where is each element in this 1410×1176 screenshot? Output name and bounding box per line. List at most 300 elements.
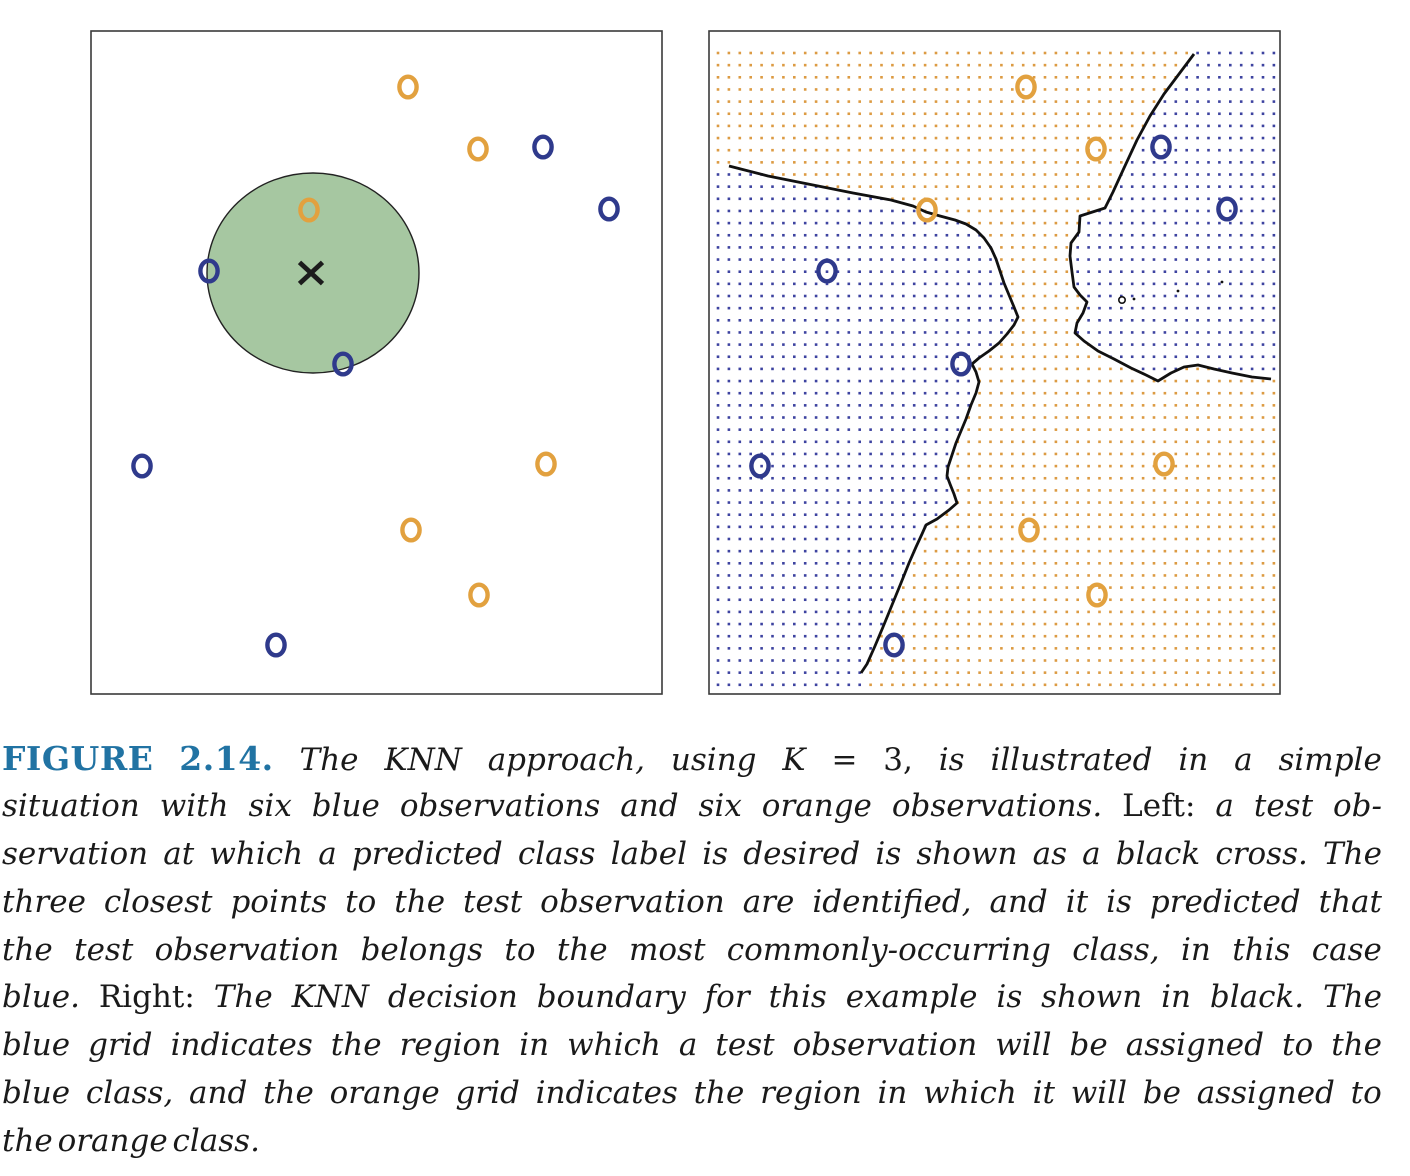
grid-dot-blue <box>760 343 763 346</box>
grid-dot-orange <box>1131 489 1134 492</box>
grid-dot-blue <box>804 185 807 188</box>
grid-dot-orange <box>1142 526 1145 529</box>
grid-dot-blue <box>1000 331 1003 334</box>
grid-dot-blue <box>1098 283 1101 286</box>
grid-dot-blue <box>804 598 807 601</box>
grid-dot-blue <box>837 416 840 419</box>
grid-dot-blue <box>1142 210 1145 213</box>
grid-dot-orange <box>946 671 949 674</box>
grid-dot-orange <box>1109 623 1112 626</box>
grid-dot-blue <box>1240 149 1243 152</box>
grid-dot-orange <box>1251 428 1254 431</box>
grid-dot-blue <box>826 501 829 504</box>
grid-dot-orange <box>891 185 894 188</box>
grid-dot-orange <box>793 161 796 164</box>
grid-dot-blue <box>891 574 894 577</box>
grid-dot-blue <box>891 222 894 225</box>
grid-dot-blue <box>1240 210 1243 213</box>
grid-dot-orange <box>1044 222 1047 225</box>
grid-dot-blue <box>1185 222 1188 225</box>
grid-dot-blue <box>957 416 960 419</box>
caption-word: label <box>610 835 688 872</box>
grid-dot-blue <box>1262 283 1265 286</box>
grid-dot-blue <box>739 513 742 516</box>
grid-dot-blue <box>1229 100 1232 103</box>
grid-dot-blue <box>815 598 818 601</box>
grid-dot-orange <box>1044 404 1047 407</box>
grid-dot-orange <box>1055 538 1058 541</box>
grid-dot-orange <box>1185 598 1188 601</box>
grid-dot-blue <box>858 453 861 456</box>
grid-dot-orange <box>1218 538 1221 541</box>
grid-dot-blue <box>1251 210 1254 213</box>
grid-dot-blue <box>771 562 774 565</box>
grid-dot-orange <box>1033 319 1036 322</box>
grid-dot-blue <box>837 598 840 601</box>
grid-dot-blue <box>858 319 861 322</box>
grid-dot-orange <box>1066 355 1069 358</box>
grid-dot-orange <box>1022 562 1025 565</box>
grid-dot-orange <box>1131 659 1134 662</box>
grid-dot-blue <box>815 611 818 614</box>
grid-dot-orange <box>1229 611 1232 614</box>
grid-dot-orange <box>957 684 960 687</box>
grid-dot-blue <box>804 501 807 504</box>
grid-dot-blue <box>826 598 829 601</box>
grid-dot-orange <box>967 526 970 529</box>
grid-dot-orange <box>1098 538 1101 541</box>
grid-dot-blue <box>891 501 894 504</box>
grid-dot-blue <box>815 368 818 371</box>
grid-dot-blue <box>728 513 731 516</box>
grid-dot-orange <box>1055 416 1058 419</box>
grid-dot-blue <box>935 392 938 395</box>
grid-dot-blue <box>826 319 829 322</box>
grid-dot-blue <box>1185 234 1188 237</box>
grid-dot-orange <box>989 465 992 468</box>
grid-dot-blue <box>1229 331 1232 334</box>
grid-dot-orange <box>1273 526 1276 529</box>
grid-dot-orange <box>924 88 927 91</box>
grid-dot-blue <box>1251 295 1254 298</box>
grid-dot-orange <box>804 64 807 67</box>
grid-dot-orange <box>978 598 981 601</box>
grid-dot-orange <box>1076 161 1079 164</box>
grid-dot-orange <box>1066 635 1069 638</box>
grid-dot-orange <box>826 149 829 152</box>
grid-dot-blue <box>957 428 960 431</box>
grid-dot-blue <box>782 185 785 188</box>
grid-dot-blue <box>760 623 763 626</box>
grid-dot-blue <box>1240 222 1243 225</box>
grid-dot-blue <box>804 574 807 577</box>
grid-dot-blue <box>902 453 905 456</box>
grid-dot-orange <box>760 88 763 91</box>
grid-dot-blue <box>804 550 807 553</box>
grid-dot-blue <box>1273 319 1276 322</box>
grid-dot-blue <box>1131 283 1134 286</box>
caption-word: commonly-occurring <box>726 931 1051 968</box>
grid-dot-orange <box>989 125 992 128</box>
grid-dot-blue <box>837 526 840 529</box>
grid-dot-blue <box>848 477 851 480</box>
grid-dot-orange <box>1131 611 1134 614</box>
grid-dot-blue <box>1251 368 1254 371</box>
grid-dot-blue <box>891 246 894 249</box>
grid-dot-orange <box>1000 453 1003 456</box>
grid-dot-blue <box>967 246 970 249</box>
grid-dot-orange <box>1131 416 1134 419</box>
grid-dot-orange <box>1185 501 1188 504</box>
grid-dot-blue <box>815 635 818 638</box>
grid-dot-blue <box>837 501 840 504</box>
grid-dot-orange <box>1044 283 1047 286</box>
grid-dot-blue <box>1240 295 1243 298</box>
grid-dot-orange <box>1000 513 1003 516</box>
grid-dot-orange <box>1262 453 1265 456</box>
grid-dot-orange <box>891 125 894 128</box>
grid-dot-orange <box>967 161 970 164</box>
grid-dot-blue <box>957 343 960 346</box>
caption-word: will <box>995 1027 1052 1064</box>
grid-dot-blue <box>1175 222 1178 225</box>
grid-dot-orange <box>1131 635 1134 638</box>
caption-word: black <box>1115 835 1201 872</box>
grid-dot-orange <box>1262 659 1265 662</box>
grid-dot-orange <box>1076 112 1079 115</box>
grid-dot-orange <box>1251 441 1254 444</box>
grid-dot-blue <box>739 173 742 176</box>
grid-dot-orange <box>880 76 883 79</box>
caption-word: desired <box>743 835 861 872</box>
grid-dot-orange <box>1229 598 1232 601</box>
grid-dot-blue <box>804 283 807 286</box>
grid-dot-blue <box>924 331 927 334</box>
grid-dot-orange <box>749 149 752 152</box>
grid-dot-orange <box>1196 465 1199 468</box>
grid-dot-blue <box>1131 307 1134 310</box>
grid-dot-orange <box>1022 88 1025 91</box>
grid-dot-blue <box>749 368 752 371</box>
grid-dot-orange <box>1175 659 1178 662</box>
grid-dot-blue <box>858 562 861 565</box>
grid-dot-orange <box>989 550 992 553</box>
grid-dot-blue <box>815 465 818 468</box>
grid-dot-orange <box>902 112 905 115</box>
grid-dot-orange <box>1262 671 1265 674</box>
grid-dot-blue <box>717 258 720 261</box>
grid-dot-orange <box>804 161 807 164</box>
grid-dot-orange <box>1164 477 1167 480</box>
grid-dot-orange <box>891 684 894 687</box>
grid-dot-blue <box>804 331 807 334</box>
grid-dot-blue <box>1098 258 1101 261</box>
grid-dot-orange <box>957 112 960 115</box>
grid-dot-orange <box>1142 453 1145 456</box>
grid-dot-blue <box>848 319 851 322</box>
grid-dot-orange <box>978 368 981 371</box>
grid-dot-orange <box>771 52 774 55</box>
grid-dot-orange <box>1218 513 1221 516</box>
grid-dot-orange <box>1066 501 1069 504</box>
grid-dot-orange <box>1131 586 1134 589</box>
grid-dot-orange <box>1011 368 1014 371</box>
grid-dot-orange <box>924 550 927 553</box>
grid-dot-blue <box>804 526 807 529</box>
grid-dot-blue <box>1218 137 1221 140</box>
grid-dot-orange <box>1022 270 1025 273</box>
grid-dot-orange <box>1229 623 1232 626</box>
grid-dot-blue <box>749 234 752 237</box>
grid-dot-blue <box>760 283 763 286</box>
grid-dot-blue <box>902 270 905 273</box>
grid-dot-orange <box>957 76 960 79</box>
grid-dot-orange <box>804 76 807 79</box>
grid-dot-orange <box>989 52 992 55</box>
grid-dot-blue <box>967 283 970 286</box>
grid-dot-orange <box>1022 501 1025 504</box>
grid-dot-blue <box>771 258 774 261</box>
grid-dot-blue <box>978 283 981 286</box>
grid-dot-blue <box>815 574 818 577</box>
caption-word: points <box>230 883 328 920</box>
grid-dot-blue <box>717 598 720 601</box>
grid-dot-orange <box>1262 623 1265 626</box>
grid-dot-orange <box>1142 550 1145 553</box>
grid-dot-blue <box>1120 283 1123 286</box>
grid-dot-orange <box>1109 671 1112 674</box>
grid-dot-blue <box>717 355 720 358</box>
grid-dot-blue <box>891 526 894 529</box>
grid-dot-orange <box>891 671 894 674</box>
grid-dot-orange <box>1011 513 1014 516</box>
grid-dot-orange <box>880 684 883 687</box>
grid-dot-orange <box>1164 550 1167 553</box>
grid-dot-orange <box>1076 100 1079 103</box>
grid-dot-blue <box>760 355 763 358</box>
grid-dot-orange <box>1066 258 1069 261</box>
grid-dot-orange <box>1087 100 1090 103</box>
grid-dot-blue <box>989 343 992 346</box>
grid-dot-orange <box>1196 586 1199 589</box>
grid-dot-blue <box>869 598 872 601</box>
grid-dot-orange <box>913 125 916 128</box>
grid-dot-orange <box>815 52 818 55</box>
grid-dot-blue <box>1251 198 1254 201</box>
grid-dot-blue <box>749 283 752 286</box>
grid-dot-orange <box>1066 586 1069 589</box>
right-decision-boundary-panel <box>708 30 1281 695</box>
grid-dot-blue <box>717 368 720 371</box>
grid-dot-orange <box>1076 88 1079 91</box>
grid-dot-blue <box>749 477 752 480</box>
grid-dot-orange <box>1229 477 1232 480</box>
grid-dot-orange <box>957 185 960 188</box>
grid-dot-blue <box>935 295 938 298</box>
grid-dot-orange <box>1066 222 1069 225</box>
grid-dot-orange <box>1142 380 1145 383</box>
grid-dot-orange <box>1044 100 1047 103</box>
grid-dot-orange <box>989 428 992 431</box>
grid-dot-blue <box>989 331 992 334</box>
grid-dot-blue <box>1240 258 1243 261</box>
grid-dot-orange <box>848 149 851 152</box>
grid-dot-orange <box>913 684 916 687</box>
grid-dot-orange <box>1185 550 1188 553</box>
grid-dot-orange <box>1240 501 1243 504</box>
grid-dot-orange <box>1251 513 1254 516</box>
grid-dot-blue <box>913 343 916 346</box>
grid-dot-orange <box>1044 526 1047 529</box>
grid-dot-blue <box>815 222 818 225</box>
caption-line <box>2 879 1382 927</box>
grid-dot-orange <box>826 100 829 103</box>
grid-dot-orange <box>1055 64 1058 67</box>
grid-dot-blue <box>837 635 840 638</box>
grid-dot-orange <box>1087 161 1090 164</box>
grid-dot-orange <box>1142 659 1145 662</box>
grid-dot-blue <box>1131 161 1134 164</box>
grid-dot-orange <box>1066 76 1069 79</box>
grid-dot-orange <box>1055 307 1058 310</box>
grid-dot-orange <box>1142 52 1145 55</box>
grid-dot-orange <box>1262 562 1265 565</box>
grid-dot-orange <box>1098 404 1101 407</box>
grid-dot-blue <box>837 380 840 383</box>
grid-dot-orange <box>804 149 807 152</box>
grid-dot-blue <box>826 234 829 237</box>
grid-dot-orange <box>1131 562 1134 565</box>
grid-dot-orange <box>989 88 992 91</box>
grid-dot-blue <box>1251 222 1254 225</box>
grid-dot-blue <box>760 319 763 322</box>
grid-dot-orange <box>1240 465 1243 468</box>
grid-dot-blue <box>1142 368 1145 371</box>
grid-dot-orange <box>760 137 763 140</box>
grid-dot-blue <box>771 477 774 480</box>
grid-dot-orange <box>760 161 763 164</box>
grid-dot-blue <box>913 526 916 529</box>
grid-dot-orange <box>1229 647 1232 650</box>
grid-dot-blue <box>1196 185 1199 188</box>
grid-dot-orange <box>1251 416 1254 419</box>
grid-dot-orange <box>1251 562 1254 565</box>
grid-dot-orange <box>1109 513 1112 516</box>
grid-dot-orange <box>935 198 938 201</box>
grid-dot-blue <box>1229 319 1232 322</box>
grid-dot-orange <box>1011 246 1014 249</box>
grid-dot-orange <box>1033 380 1036 383</box>
grid-dot-orange <box>1185 465 1188 468</box>
grid-dot-orange <box>902 185 905 188</box>
grid-dot-orange <box>1033 416 1036 419</box>
grid-dot-blue <box>1229 270 1232 273</box>
grid-dot-orange <box>1044 453 1047 456</box>
grid-dot-orange <box>1055 270 1058 273</box>
grid-dot-orange <box>1076 416 1079 419</box>
caption-line <box>2 974 1382 1022</box>
grid-dot-blue <box>739 598 742 601</box>
grid-dot-orange <box>1164 684 1167 687</box>
grid-dot-orange <box>869 125 872 128</box>
grid-dot-blue <box>804 659 807 662</box>
grid-dot-orange <box>1022 574 1025 577</box>
grid-dot-blue <box>793 319 796 322</box>
caption-word: KNN <box>291 979 369 1016</box>
grid-dot-orange <box>1109 489 1112 492</box>
grid-dot-orange <box>1000 161 1003 164</box>
caption-word: and <box>189 1075 248 1112</box>
grid-dot-blue <box>749 210 752 213</box>
caption-word: and <box>989 883 1048 920</box>
grid-dot-orange <box>967 210 970 213</box>
grid-dot-orange <box>1076 392 1079 395</box>
grid-dot-orange <box>946 635 949 638</box>
grid-dot-blue <box>728 671 731 674</box>
grid-dot-orange <box>1044 513 1047 516</box>
grid-dot-orange <box>1066 538 1069 541</box>
grid-dot-orange <box>782 52 785 55</box>
grid-dot-orange <box>1076 441 1079 444</box>
grid-dot-orange <box>1011 380 1014 383</box>
grid-dot-blue <box>902 355 905 358</box>
grid-dot-blue <box>891 550 894 553</box>
grid-dot-orange <box>913 562 916 565</box>
grid-dot-blue <box>1196 319 1199 322</box>
grid-dot-orange <box>1044 586 1047 589</box>
grid-dot-orange <box>1240 611 1243 614</box>
caption-word: approach, <box>487 742 646 778</box>
grid-dot-orange <box>1087 477 1090 480</box>
grid-dot-blue <box>1175 355 1178 358</box>
caption-word: decision <box>387 979 518 1016</box>
grid-dot-orange <box>1076 404 1079 407</box>
grid-dot-blue <box>913 465 916 468</box>
grid-dot-blue <box>739 258 742 261</box>
grid-dot-orange <box>935 647 938 650</box>
grid-dot-blue <box>837 355 840 358</box>
grid-dot-blue <box>739 355 742 358</box>
grid-dot-blue <box>728 198 731 201</box>
grid-dot-blue <box>782 574 785 577</box>
grid-dot-orange <box>989 137 992 140</box>
grid-dot-blue <box>848 428 851 431</box>
grid-dot-orange <box>858 112 861 115</box>
grid-dot-orange <box>1011 659 1014 662</box>
caption-word: to <box>1282 1027 1314 1064</box>
grid-dot-blue <box>760 684 763 687</box>
grid-dot-blue <box>891 404 894 407</box>
grid-dot-blue <box>1273 246 1276 249</box>
grid-dot-blue <box>1142 198 1145 201</box>
grid-dot-orange <box>1098 161 1101 164</box>
grid-dot-blue <box>848 465 851 468</box>
grid-dot-blue <box>739 428 742 431</box>
grid-dot-orange <box>1273 489 1276 492</box>
grid-dot-blue <box>793 611 796 614</box>
grid-dot-blue <box>749 331 752 334</box>
grid-dot-blue <box>793 404 796 407</box>
grid-dot-blue <box>967 392 970 395</box>
grid-dot-blue <box>858 574 861 577</box>
grid-dot-blue <box>771 647 774 650</box>
grid-dot-orange <box>1022 598 1025 601</box>
grid-dot-blue <box>1196 355 1199 358</box>
grid-dot-orange <box>957 149 960 152</box>
grid-dot-orange <box>913 52 916 55</box>
grid-dot-blue <box>880 283 883 286</box>
grid-dot-orange <box>1087 526 1090 529</box>
